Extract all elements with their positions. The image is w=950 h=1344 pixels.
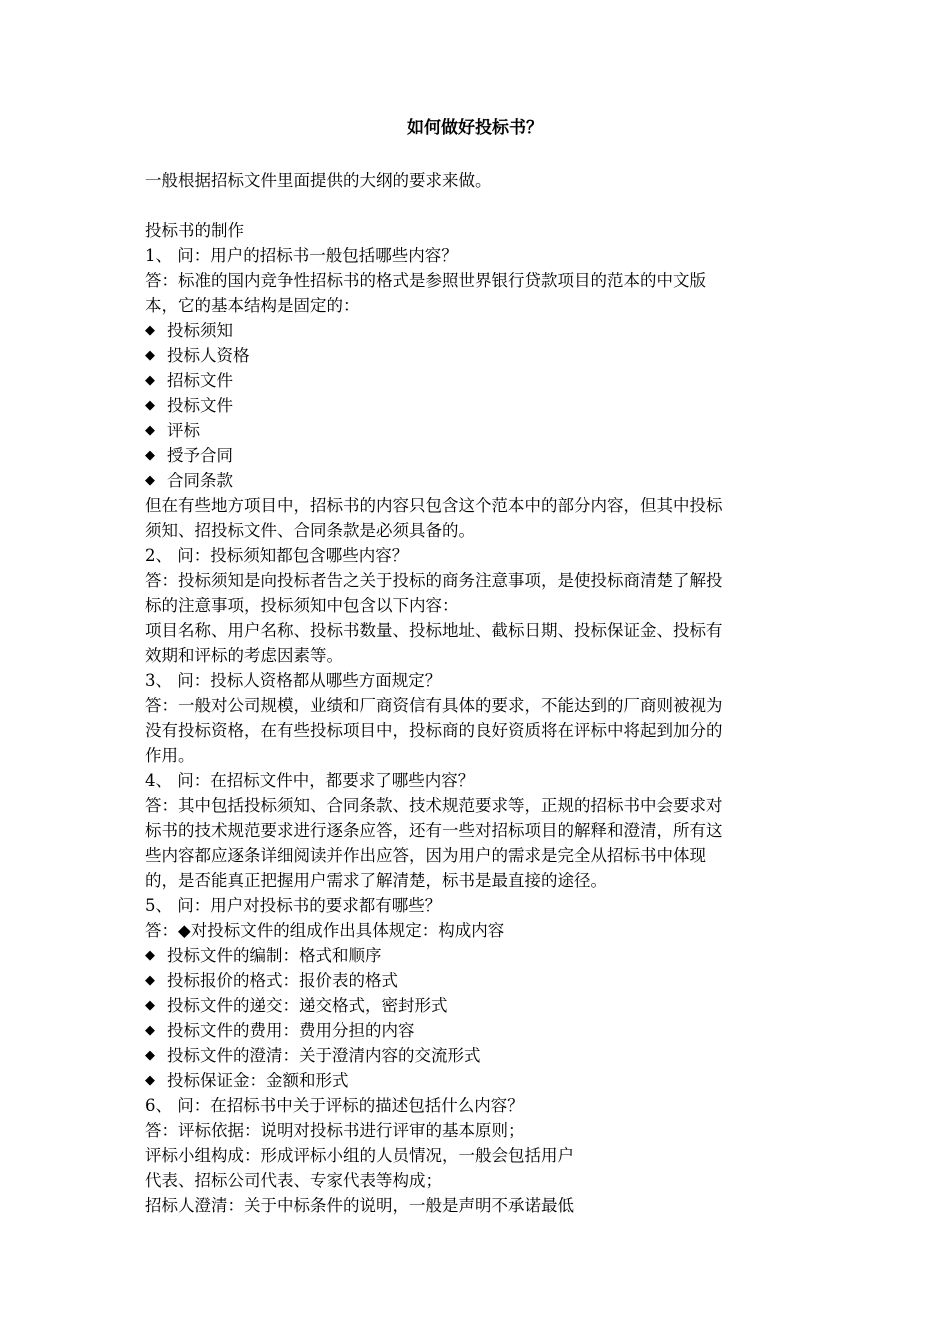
diamond-bullet-icon: ◆	[145, 998, 155, 1013]
answer-3-line: 答：一般对公司规模，业绩和厂商资信有具体的要求，不能达到的厂商则被视为	[145, 696, 723, 715]
answer-1-line: 答：标准的国内竞争性招标书的格式是参照世界银行贷款项目的范本的中文版	[145, 271, 706, 290]
question-2: 2、 问：投标须知都包含哪些内容？	[145, 546, 409, 565]
diamond-bullet-icon: ◆	[145, 448, 155, 463]
list-item-text: 投标文件的编制：格式和顺序	[167, 946, 382, 965]
diamond-bullet-icon: ◆	[145, 323, 155, 338]
list-item-text: 合同条款	[167, 471, 233, 490]
list-item-text: 投标报价的格式：报价表的格式	[167, 971, 398, 990]
question-5: 5、 问：用户对投标书的要求都有哪些？	[145, 896, 442, 915]
section-heading: 投标书的制作	[145, 221, 244, 240]
list-item	[145, 968, 810, 993]
diamond-bullet-icon: ◆	[145, 973, 155, 988]
answer-3-line: 没有投标资格，在有些投标项目中，投标商的良好资质将在评标中将起到加分的	[145, 721, 723, 740]
answer-1-line: 本，它的基本结构是固定的：	[145, 296, 360, 315]
list-item-text: 招标文件	[167, 371, 233, 390]
diamond-bullet-icon: ◆	[145, 373, 155, 388]
document-body	[145, 168, 810, 1218]
list-item-text: 投标须知	[167, 321, 233, 340]
list-item-text: 投标保证金：金额和形式	[167, 1071, 349, 1090]
answer-1-line: 但在有些地方项目中，招标书的内容只包含这个范本中的部分内容，但其中投标	[145, 496, 723, 515]
answer-6-line: 代表、招标公司代表、专家代表等构成；	[145, 1171, 442, 1190]
diamond-bullet-icon: ◆	[145, 1073, 155, 1088]
answer-5-line: 答：◆对投标文件的组成作出具体规定：构成内容	[145, 921, 505, 940]
diamond-bullet-icon: ◆	[145, 1023, 155, 1038]
question-1: 1、 问：用户的招标书一般包括哪些内容？	[145, 246, 458, 265]
answer-6-line: 评标小组构成：形成评标小组的人员情况，一般会包括用户	[145, 1146, 574, 1165]
diamond-bullet-icon: ◆	[145, 1048, 155, 1063]
answer-2-line: 效期和评标的考虑因素等。	[145, 646, 343, 665]
list-item	[145, 1018, 810, 1043]
list-item-text: 投标文件的递交：递交格式，密封形式	[167, 996, 448, 1015]
answer-4-line: 的，是否能真正把握用户需求了解清楚，标书是最直接的途径。	[145, 871, 607, 890]
list-item	[145, 393, 810, 418]
list-item	[145, 443, 810, 468]
answer-6-line: 招标人澄清：关于中标条件的说明，一般是声明不承诺最低	[145, 1196, 574, 1215]
diamond-bullet-icon: ◆	[145, 473, 155, 488]
question-3: 3、 问：投标人资格都从哪些方面规定？	[145, 671, 442, 690]
answer-1-line: 须知、招投标文件、合同条款是必须具备的。	[145, 521, 475, 540]
list-item	[145, 468, 810, 493]
diamond-bullet-icon: ◆	[145, 398, 155, 413]
diamond-bullet-icon: ◆	[145, 423, 155, 438]
answer-2-line: 项目名称、用户名称、投标书数量、投标地址、截标日期、投标保证金、投标有	[145, 621, 723, 640]
answer-4-line: 标书的技术规范要求进行逐条应答，还有一些对招标项目的解释和澄清，所有这	[145, 821, 723, 840]
list-item	[145, 343, 810, 368]
question-6: 6、 问：在招标书中关于评标的描述包括什么内容？	[145, 1096, 524, 1115]
answer-2-line: 答：投标须知是向投标者告之关于投标的商务注意事项，是使投标商清楚了解投	[145, 571, 723, 590]
answer-2-line: 标的注意事项，投标须知中包含以下内容：	[145, 596, 459, 615]
list-item-text: 投标文件	[167, 396, 233, 415]
document-title: 如何做好投标书？	[407, 118, 543, 138]
answer-4-line: 些内容都应逐条详细阅读并作出应答，因为用户的需求是完全从招标书中体现	[145, 846, 706, 865]
answer-6-line: 答：评标依据：说明对投标书进行评审的基本原则；	[145, 1121, 525, 1140]
diamond-bullet-icon: ◆	[145, 348, 155, 363]
list-item-text: 投标文件的费用：费用分担的内容	[167, 1021, 415, 1040]
list-item-text: 授予合同	[167, 446, 233, 465]
list-item	[145, 318, 810, 343]
intro-paragraph: 一般根据招标文件里面提供的大纲的要求来做。	[145, 171, 492, 190]
answer-3-line: 作用。	[145, 746, 195, 765]
question-4: 4、 问：在招标文件中，都要求了哪些内容？	[145, 771, 475, 790]
list-item	[145, 1068, 810, 1093]
list-item-text: 评标	[167, 421, 200, 440]
blank-line	[145, 193, 810, 218]
list-item-text: 投标文件的澄清：关于澄清内容的交流形式	[167, 1046, 481, 1065]
list-item	[145, 418, 810, 443]
list-item	[145, 368, 810, 393]
list-item	[145, 1043, 810, 1068]
diamond-bullet-icon: ◆	[145, 948, 155, 963]
list-item-text: 投标人资格	[167, 346, 250, 365]
answer-4-line: 答：其中包括投标须知、合同条款、技术规范要求等，正规的招标书中会要求对	[145, 796, 723, 815]
list-item	[145, 993, 810, 1018]
list-item	[145, 943, 810, 968]
